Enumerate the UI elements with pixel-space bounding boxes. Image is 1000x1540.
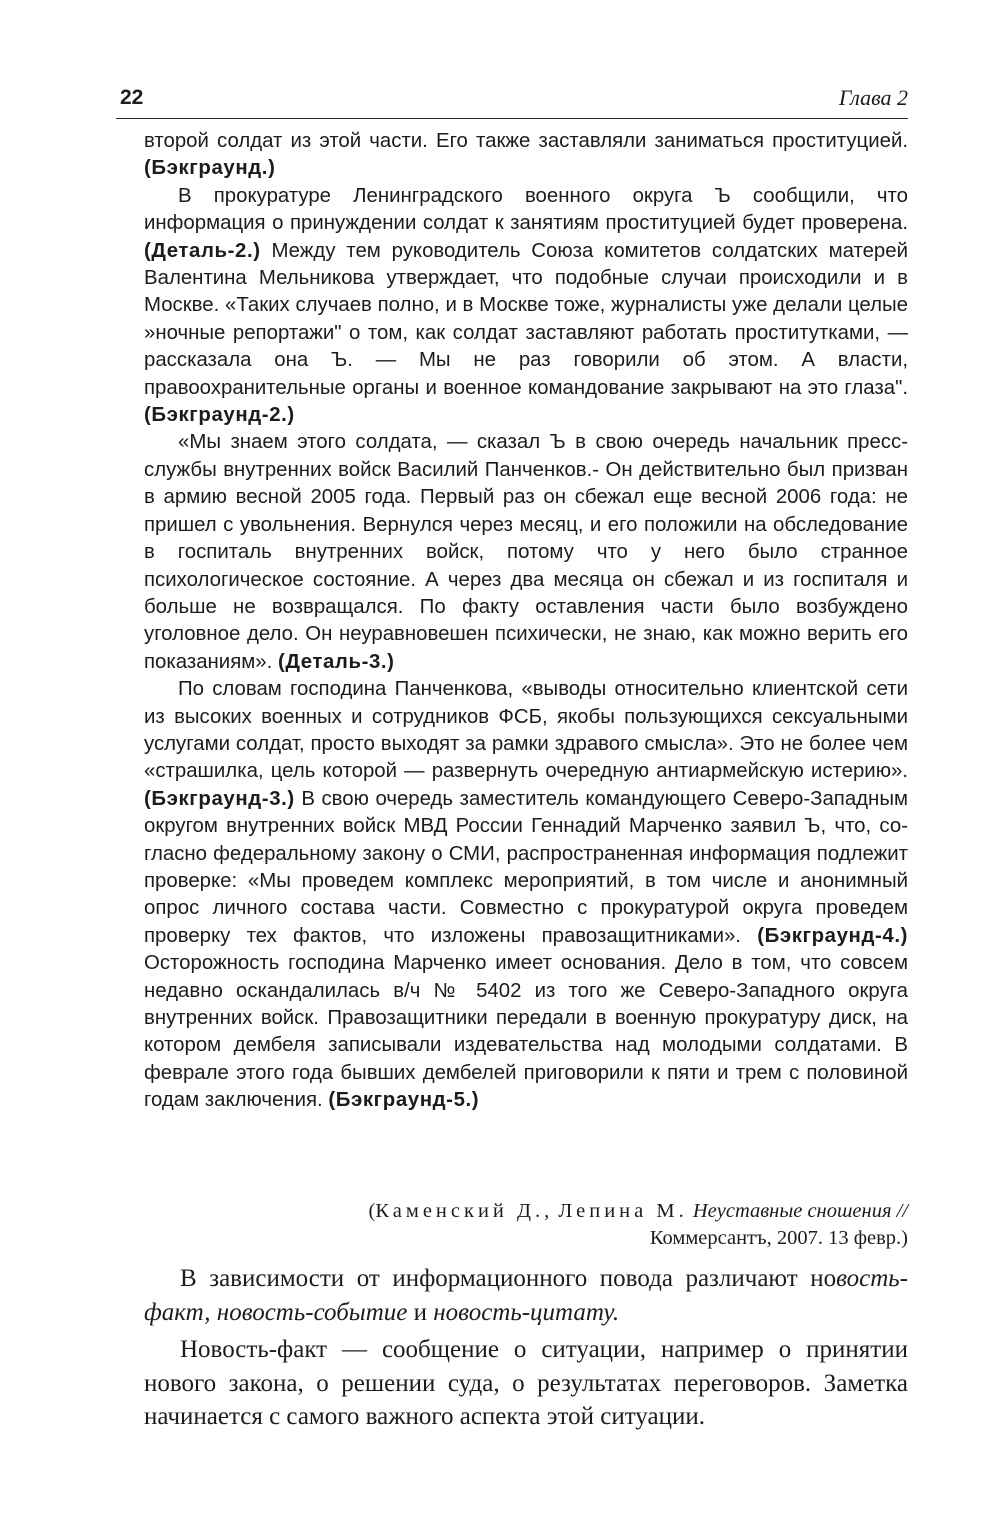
- structure-tag: (Деталь-3.): [277, 650, 395, 673]
- source-citation: [208, 1198, 908, 1252]
- body-paragraph-2: Новость-факт — сообщение о ситуации, например о принятии нового закона, о решении суда, о результатах переговоров. Заметка начинается с самого важного аспекта этой ситуации.: [144, 1336, 908, 1430]
- citation-author: Каменский Д.,: [375, 1200, 554, 1222]
- quote-text: Осторожность господина Марченко имеет основания. Дело в том, что совсем недавно оскандалилась в/ч № 5402 из того же Северо-Западного округа внутренних войск. Правозащитники передали в военную прокуратуру диск, на котором дембеля записывали издевательства над молодыми солдатами. В феврале этого года бывших дембелей приговорили к пяти и трем с половиной годам заключения.: [144, 952, 908, 1112]
- structure-tag: (Бэкграунд.): [144, 157, 276, 180]
- page-header: [116, 84, 908, 119]
- quote-paragraph-4: [144, 676, 908, 1115]
- quote-paragraph-1: [144, 128, 908, 183]
- citation-source: Коммерсантъ, 2007. 13 февр.): [649, 1227, 908, 1249]
- body-paragraph-1: В зависимости от информационного повода различают новость-факт, новость-событие и новость-цитату.: [144, 1265, 908, 1326]
- quote-paragraph-2: [144, 183, 908, 430]
- structure-tag: (Бэкграунд-3.): [144, 787, 295, 810]
- citation-title: Неуставные сношения //: [692, 1200, 908, 1222]
- structure-tag: (Бэкграунд-5.): [328, 1089, 480, 1112]
- structure-tag: (Деталь-2.): [144, 239, 261, 262]
- chapter-title: Глава 2: [838, 85, 908, 110]
- quote-text: По словам господина Панченкова, «выводы относительно клиентской сети из высоких военных и сотрудников ФСБ, якобы пользующихся сексуальными услугами солдат, просто выходят за рамки здравого смысла». Это не более чем «страшилка, цель которой — развернуть очередную антиармейскую истерию».: [144, 678, 908, 783]
- emphasis-term: вость-факт, новость-событие: [144, 1265, 908, 1326]
- quote-text: В свою очередь заместитель командующего Северо-Западным округом внутренних войск МВД России Геннадий Марченко заявил Ъ, что, согласно федеральному закону о СМИ, распространенная информация подлежит проверке: «Мы проведем комплекс мероприятий, в том числе и анонимный опрос личного состава части. Совместно с прокуратурой округа проведем проверку тех фактов, что изложены правозащитниками».: [144, 787, 908, 947]
- structure-tag: (Бэкграунд-4.): [757, 924, 908, 947]
- structure-tag: (Бэкграунд-2.): [144, 404, 295, 427]
- main-body-text: [144, 1262, 908, 1434]
- citation-line-1: (Каменский Д., Лепина М. Неуставные сношения //: [368, 1200, 908, 1222]
- quote-text: Между тем руководитель Союза комитетов солдатских матерей Валентина Мельникова утверждает, что подобные случаи происходили и в Москве. «Таких случаев полно, и в Москве тоже, журналисты уже делали целые »ночные репортажи" о том, как солдат заставляют работать проститутками, — рассказала она Ъ. — Мы не раз говорили об этом. А власти, правоохранительные органы и военное командование закрывают на это глаза".: [144, 239, 908, 399]
- quote-text: «Мы знаем этого солдата, — сказал Ъ в свою очередь начальник пресс-службы внутренних войск Василий Панченков.- Он действительно был призван в армию весной 2005 года. Первый раз он сбежал еще весной 2006 года: не пришел с увольнения. Вернулся через месяц, и его положили на обследование в госпиталь внутренних войск, потому что у него было странное психологическое состояние. А через два месяца он сбежал и из госпиталя и больше не возвращался. По факту оставления части было возбуждено уголовное дело. Он неуравновешен психически, не знаю, как можно верить его показаниям».: [144, 431, 908, 673]
- quoted-article: [144, 128, 908, 1115]
- quote-text: второй солдат из этой части. Его также заставляли заниматься проституцией.: [144, 130, 908, 152]
- quote-text: В прокуратуре Ленинградского военного округа Ъ сообщили, что информация о принуждении солдат к занятиям проституцией будет проверена.: [144, 184, 908, 235]
- emphasis-term: новость-цитату.: [433, 1298, 620, 1326]
- page-number: 22: [120, 86, 144, 109]
- quote-paragraph-3: [144, 429, 908, 676]
- citation-author: Лепина М.: [558, 1200, 688, 1222]
